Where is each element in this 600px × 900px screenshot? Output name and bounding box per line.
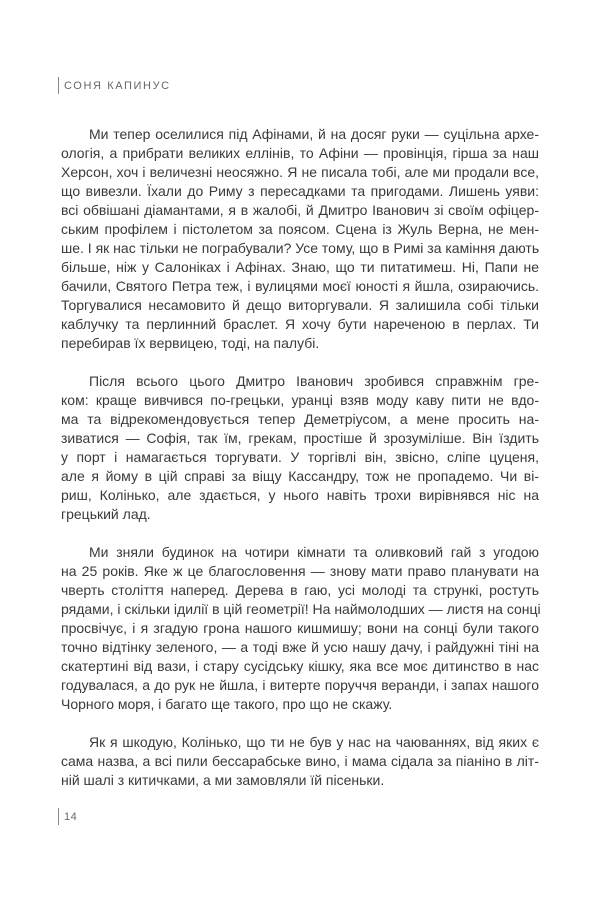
text-line: більше, ніж у Салоніках і Афінах. Знаю, що ти питатимеш. Ні, Папи не <box>61 259 539 275</box>
text-line: Ми зняли будинок на чотири кімнати та оливковий гай з угодою <box>89 544 539 560</box>
text-line: чверть століття наперед. Дерева в гаю, усі молоді та стрункі, ростуть <box>61 582 539 598</box>
text-line: каблучку та перлинний браслет. Я хочу бути нареченою в перлах. Ти <box>61 316 539 332</box>
paragraph <box>61 372 539 524</box>
text-line: Як я шкодую, Колінько, що ти не був у нас на чаюваннях, від яких є <box>89 734 539 750</box>
text-line: у порт і намагається торгувати. У торгівлі він, звісно, сліпе цуценя, <box>61 449 539 465</box>
text-line: перебирав їх вервицею, тоді, на палубі. <box>61 335 320 351</box>
text-line: ма та відрекомендовується тепер Деметріусом, а мене просить на- <box>61 411 539 427</box>
text-line: сама назва, а всі пили бессарабське вино, і мама сідала за піаніно в літ- <box>61 753 539 769</box>
text-line: скатертині від вази, і стару сусідську кішку, яка все моє дитинство в нас <box>61 658 539 674</box>
text-line: але я йому в цій справі за віщу Кассандру, тож не пропадемо. Чи ві- <box>61 468 539 484</box>
page-number: 14 <box>64 810 78 823</box>
page-footer <box>58 808 77 825</box>
text-line: ським профілем і пістолетом за поясом. Сцена із Жуль Верна, не мен- <box>61 221 539 237</box>
paragraph <box>61 125 539 353</box>
text-line: Херсон, хоч і величезні неосяжно. Я не писала тобі, але ми продали все, <box>61 164 539 180</box>
running-head <box>58 77 171 94</box>
body-text <box>61 125 539 809</box>
text-line: всі обвішані діамантами, я в жалобі, й Дмитро Іванович зі своїм офіцер- <box>61 202 539 218</box>
text-line: рядами, і скільки ідилії в цій геометрії! На наймолодших — листя на сонці <box>61 601 541 617</box>
paragraph <box>61 543 539 714</box>
text-line: що вивезли. Їхали до Риму з пересадками та пригодами. Лишень уяви: <box>61 183 539 199</box>
text-line: грецький лад. <box>61 506 151 522</box>
text-line: Після всього цього Дмитро Іванович зробився справжнім гре- <box>89 373 539 389</box>
text-line: просвічує, і я згадую грона нашого кишмишу; вони на сонці були такого <box>61 620 539 636</box>
text-line: точно відтінку зеленого, — а тоді вже й усю нашу дачу, і райдужні тіні на <box>61 639 539 655</box>
text-line: ологія, а прибрати великих еллінів, то Афіни — провінція, гірша за наш <box>61 145 539 161</box>
text-line: ше. І як нас тільки не пограбували? Усе тому, що в Римі за каміння дають <box>61 240 540 256</box>
text-line: Чорного моря, і багато ще такого, про що не скажу. <box>61 696 393 712</box>
paragraph <box>61 733 539 790</box>
text-line: Торгувалися несамовито й дещо виторгували. Я залишила собі тільки <box>61 297 539 313</box>
text-line: зиватися — Софія, так їм, грекам, простіше й зрозуміліше. Він їздить <box>61 430 539 446</box>
text-line: бачили, Святого Петра теж, і вулицями моєї юності я йшла, озираючись. <box>61 278 539 294</box>
folio-rule <box>58 808 59 825</box>
text-line: риш, Колінько, але здається, у нього навіть трохи вирівнявся ніс на <box>61 487 539 503</box>
text-line: ній шалі з китичками, а ми замовляли їй пісеньки. <box>61 772 385 788</box>
text-line: Ми тепер оселилися під Афінами, й на досяг руки — суцільна архе- <box>89 126 539 142</box>
text-line: ком: краще вивчився по-грецьки, уранці взяв моду каву пити не вдо- <box>61 392 539 408</box>
text-line: на 25 років. Яке ж це благословення — знову мати право планувати на <box>61 563 539 579</box>
author-name: СОНЯ КАПИНУС <box>64 79 171 92</box>
text-line: годувалася, а до рук не йшла, і витерте поруччя веранди, і запах нашого <box>61 677 539 693</box>
running-head-rule <box>58 77 59 94</box>
